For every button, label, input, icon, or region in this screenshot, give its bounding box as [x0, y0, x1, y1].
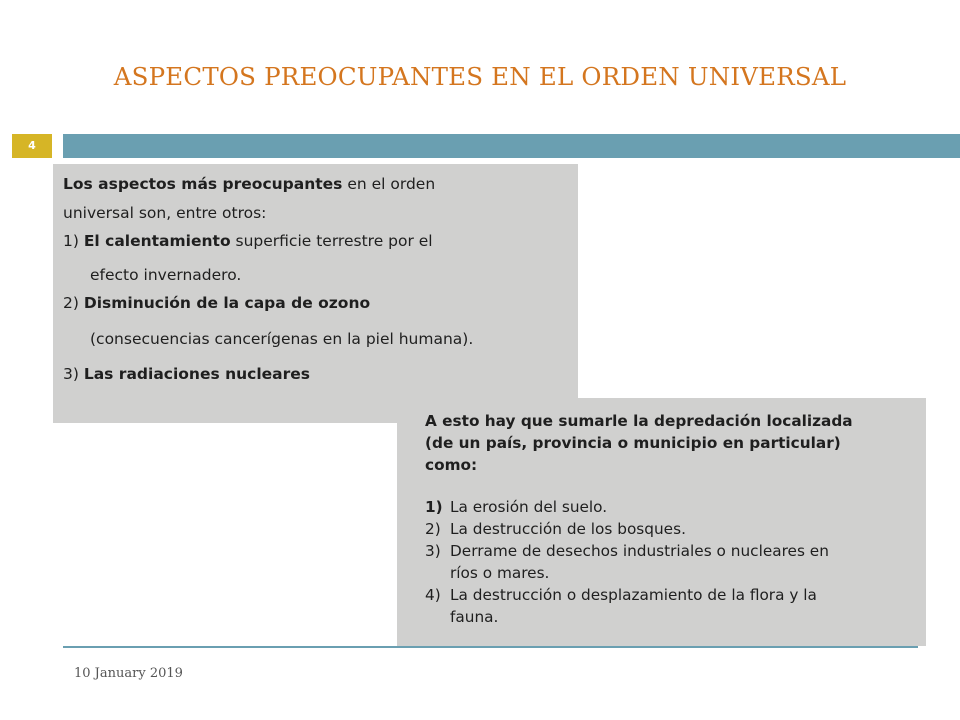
box1-line-1-bold: Los aspectos más preocupantes — [63, 175, 343, 193]
box1-item-2-bold: Disminución de la capa de ozono — [83, 294, 371, 312]
box2-item-1-text: La erosión del suelo. — [450, 498, 608, 516]
box2-intro-line-3: como: — [425, 456, 478, 474]
box2-intro-line-2: (de un país, provincia o municipio en particular) — [425, 434, 841, 452]
box1-item-2-number: 2) — [63, 294, 84, 312]
box1-item-2-cont: (consecuencias cancerígenas en la piel humana). — [90, 330, 474, 348]
header-accent-bar — [63, 134, 960, 158]
box2-item-4-number: 4) — [425, 586, 441, 604]
slide-number: 4 — [12, 134, 52, 158]
box1-item-3-number: 3) — [63, 365, 84, 383]
box1-line-1-rest: en el orden — [342, 175, 436, 193]
box2-intro-line-1: A esto hay que sumarle la depredación localizada — [425, 412, 853, 430]
box1-item-1-bold: El calentamiento — [83, 232, 231, 250]
box2-item-3-cont: ríos o mares. — [450, 564, 550, 582]
main-text-box — [53, 164, 578, 423]
slide-date: 10 January 2019 — [74, 666, 183, 681]
box2-item-3-text: Derrame de desechos industriales o nucleares en — [450, 542, 829, 560]
box1-item-2 — [63, 294, 370, 312]
box1-item-1-cont: efecto invernadero. — [90, 266, 242, 284]
box2-item-1-number: 1) — [425, 498, 443, 516]
box2-item-2-text: La destrucción de los bosques. — [450, 520, 686, 538]
secondary-text-box — [397, 398, 926, 646]
box1-line-2: universal son, entre otros: — [63, 204, 267, 222]
box2-item-3-number: 3) — [425, 542, 441, 560]
box2-item-4-text: La destrucción o desplazamiento de la flora y la — [450, 586, 817, 604]
box2-item-2-number: 2) — [425, 520, 441, 538]
box1-line-1 — [63, 175, 435, 193]
box1-item-1-number: 1) — [63, 232, 84, 250]
footer-divider — [63, 646, 918, 648]
box1-item-1-rest: superficie terrestre por el — [230, 232, 433, 250]
box1-item-3 — [63, 365, 310, 383]
box2-item-4-cont: fauna. — [450, 608, 499, 626]
box1-item-3-bold: Las radiaciones nucleares — [83, 365, 311, 383]
box1-item-1 — [63, 232, 433, 250]
slide-title: ASPECTOS PREOCUPANTES EN EL ORDEN UNIVERSAL — [113, 62, 847, 91]
